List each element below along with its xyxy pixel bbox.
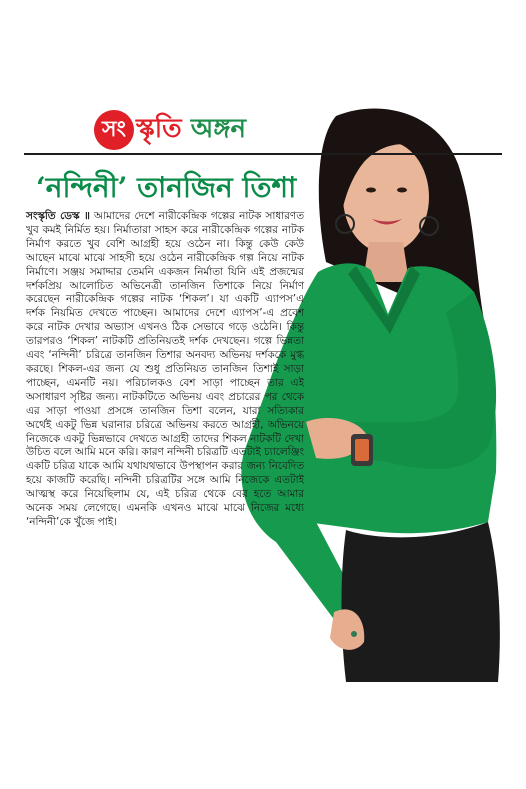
section-header bbox=[94, 108, 246, 152]
section-divider bbox=[24, 153, 502, 155]
article-text: আমাদের দেশে নারীকেন্দ্রিক গল্পের নাটক সাধারণত খুব কমই নির্মিত হয়। নির্মাতারা সাহস করে নারীকেন্দ্রিক গল্পের নাটক নির্মাণ করতে খুব বেশি আগ্রহী হয়ে ওঠেন না। কিন্তু কেউ কেউ আছেন মাঝে মাঝে সাহসী হয়ে ওঠেন নারীকেন্দ্রিক গল্প নিয়ে নাটক নির্মাণে। সঞ্জয় সমাদ্দার তেমনি একজন নির্মাতা যিনি এই প্রজন্মের দর্শকপ্রিয় আলোচিত অভিনেত্রী তানজিন তিশাকে নিয়ে নির্মাণ করেছেন নারীকেন্দ্রিক গল্পের নাটক ‘শিকল’। যা একটি এ্যাপস’এ দর্শক নিয়মিত দেখতে পাচ্ছেন। আমাদের দেশে এ্যাপস’-এ প্রবেশ করে নাটক দেখার অভ্যাস এখনও ঠিক সেভাবে গড়ে ওঠেনি। কিন্তু তারপরও ‘শিকল’ নাটকটি প্রতিনিয়তই দর্শক দেখছেন। গল্পে ভিন্নতা এবং ‘নন্দিনী’ চরিত্রে তানজিন তিশার অনবদ্য অভিনয় দর্শককে মুগ্ধ করছে। শিকল-এর জন্য যে শুধু প্রতিনিয়ত তানজিন তিশাই সাড়া পাচ্ছেন, এমনটি নয়। পরিচালকও বেশ সাড়া পাচ্ছেন তার এই অসাধারণ সৃষ্টির জন্য। নাটকটিতে অভিনয় এবং প্রচারের পর থেকে এর সাড়া পাওয়া প্রসঙ্গে তানজিন তিশা বলেন, যারা সত্যিকার অর্থেই একটু ভিন্ন ঘরানার চরিত্রে অভিনয় করতে আগ্রহী, অভিনয়ে নিজেকে একটু ভিন্নভাবে দেখতে আগ্রহী তাদের শিকল নাটকটি দেখা উচিত বলে আমি মনে করি। কারণ নন্দিনী চরিত্রটি এতটাই চ্যালেঞ্জিং একটি চরিত্র যাকে আমি যথাযথভাবে উপস্থাপন করার জন্য নিবেদিত হয়ে কাজটি করেছি। নন্দিনী চরিত্রটির সঙ্গে আমি নিজেকে এতটাই আত্মস্থ করে নিয়েছিলাম যে, এই চরিত্র থেকে বের হতে আমার অনেক সময় লেগেছে। এমনকি এখনও মাঝে মাঝে নিজের মধ্যে ‘নন্দিনী’কে খুঁজে পাই। bbox=[26, 210, 304, 528]
ring bbox=[351, 631, 357, 637]
section-title-part2: অঙ্গন bbox=[190, 114, 247, 144]
article-body bbox=[26, 210, 304, 530]
section-badge: সং bbox=[94, 110, 134, 150]
section-title-part1: স্কৃতি bbox=[136, 114, 182, 144]
pants bbox=[342, 522, 500, 682]
byline: সংস্কৃতি ডেস্ক ॥ bbox=[26, 210, 90, 222]
section-title bbox=[136, 108, 246, 152]
headline: ‘নন্দিনী’ তানজিন তিশা bbox=[36, 171, 297, 204]
watch-face bbox=[355, 439, 369, 461]
article-paragraph bbox=[26, 210, 304, 530]
right-eye bbox=[397, 188, 407, 193]
left-eye bbox=[366, 188, 376, 193]
